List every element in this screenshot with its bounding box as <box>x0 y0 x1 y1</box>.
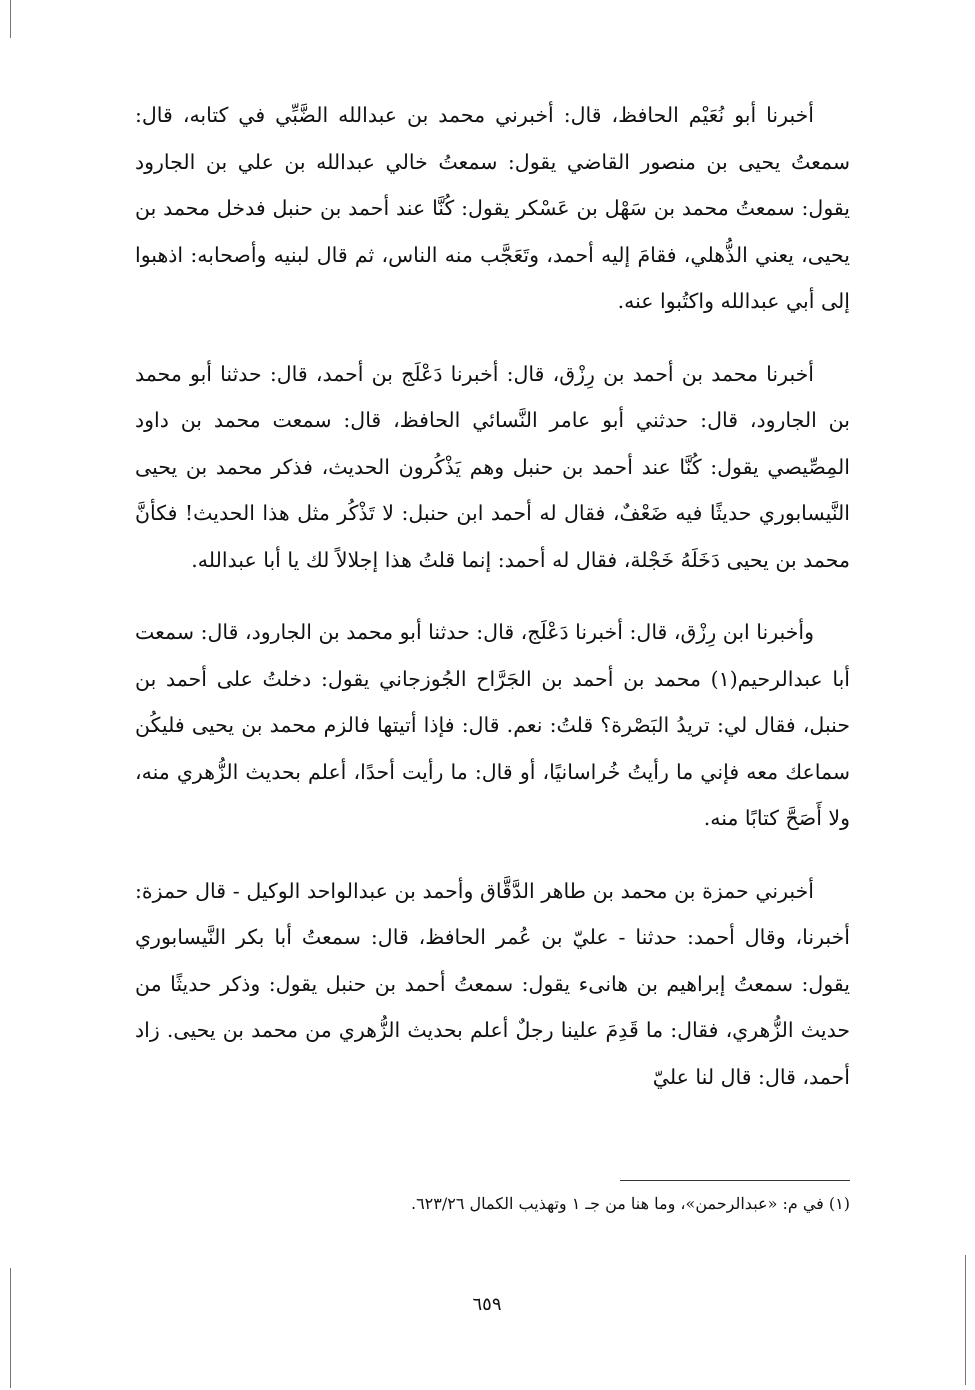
page-number: ٦٥٩ <box>472 1294 502 1315</box>
paragraph-4: أخبرني حمزة بن محمد بن طاهر الدَّقَّاق وأحمد بن عبدالواحد الوكيل - قال حمزة: أخبرنا، وقال أحمد: حدثنا - عليّ بن عُمر الحافظ، قال: سمعتُ أبا بكر النَّيسابوري يقول: سمعتُ إبراهيم بن هانىء يقول: سمعتُ أحمد بن حنبل يقول: وذكر حديثًا من حديث الزُّهري، فقال: ما قَدِمَ علينا رجلٌ أعلم بحديث الزُّهري من محمد بن يحيى. زاد أحمد، قال: قال لنا عليّ <box>135 878 850 1089</box>
footnote-separator <box>620 1180 850 1181</box>
footnote: (١) في م: «عبدالرحمن»، وما هنا من جـ ١ وتهذيب الكمال ٦٢٣/٢٦. <box>410 1194 850 1213</box>
paragraph-2: أخبرنا محمد بن أحمد بن رِزْق، قال: أخبرنا دَعْلَج بن أحمد، قال: حدثنا أبو محمد بن الجارود، قال: حدثني أبو عامر النَّسائي الحافظ، قال: سمعت محمد بن داود المِصِّيصي يقول: كُنَّا عند أحمد بن حنبل وهم يَذْكُرون الحديث، فذكر محمد بن يحيى النَّيسابوري حديثًا فيه ضَعْفٌ، فقال له أحمد ابن حنبل: لا تَذْكُر مثل هذا الحديث! فكأنَّ محمد بن يحيى دَخَلَهُ خَجْلة، فقال له أحمد: إنما قلتُ هذا إجلالاً لك يا أبا عبدالله. <box>135 361 850 572</box>
scan-margin-line <box>10 1268 11 1388</box>
paragraph-1: أخبرنا أبو نُعَيْم الحافظ، قال: أخبرني محمد بن عبدالله الضَّبِّي في كتابه، قال: سمعتُ يحيى بن منصور القاضي يقول: سمعتُ خالي عبدالله بن علي بن الجارود يقول: سمعتُ محمد بن سَهْل بن عَسْكر يقول: كُنَّا عند أحمد بن حنبل فدخل محمد بن يحيى، يعني الذُّهلي، فقامَ إليه أحمد، وتَعَجَّب منه الناس، ثم قال لبنيه وأصحابه: اذهبوا إلى أبي عبدالله واكتُبوا عنه. <box>135 103 850 313</box>
main-text <box>135 92 850 1126</box>
scan-margin-line <box>10 0 11 38</box>
scan-margin-line <box>965 1255 966 1385</box>
paragraph-3: وأخبرنا ابن رِزْق، قال: أخبرنا دَعْلَج، قال: حدثنا أبو محمد بن الجارود، قال: سمعت أبا عبدالرحيم(١) محمد بن أحمد بن الجَرَّاح الجُوزجاني يقول: دخلتُ على أحمد بن حنبل، فقال لي: تريدُ البَصْرة؟ قلتُ: نعم. قال: فإذا أتيتها فالزم محمد بن يحيى فليكُن سماعك معه فإني ما رأيتُ خُراسانيًا، أو قال: ما رأيت أحدًا، أعلم بحديث الزُّهري منه، ولا أَصَحَّ كتابًا منه. <box>135 620 850 830</box>
